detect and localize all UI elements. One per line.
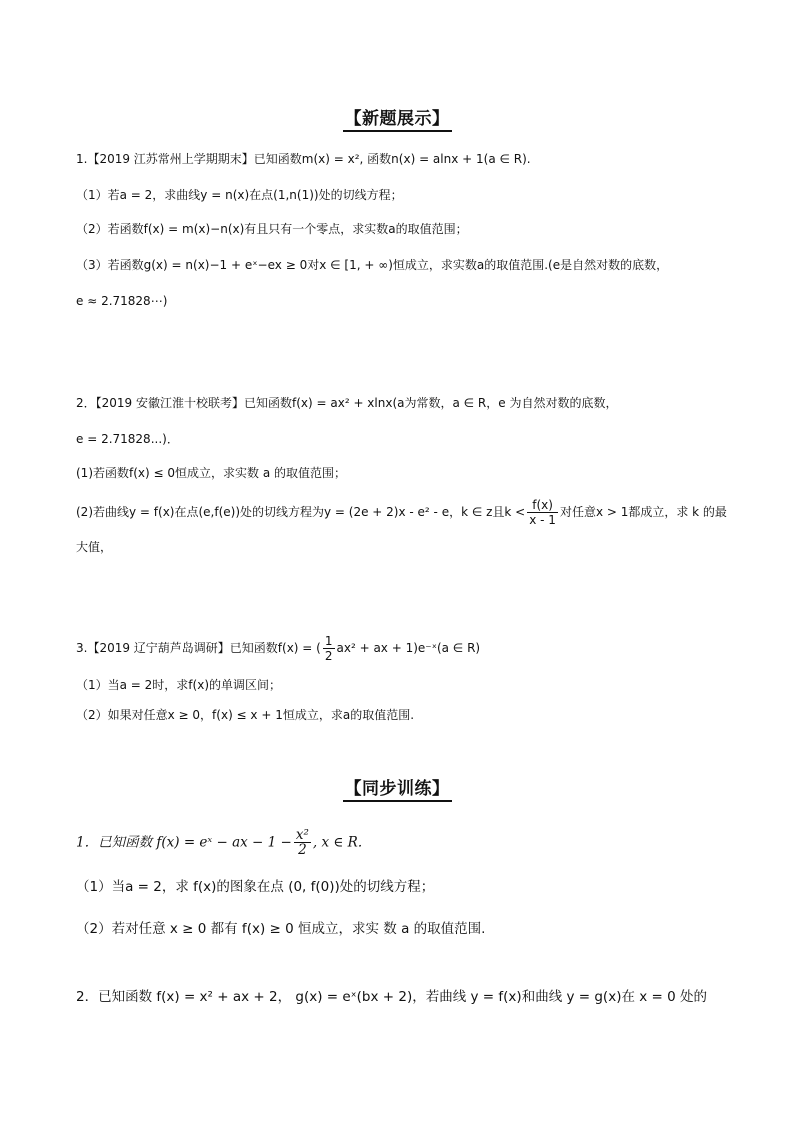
s2-line-1: 2．已知函数 f(x) = x² + ax + 2， g(x) = eˣ(bx + 2)，若曲线 y = f(x)和曲线 y = g(x)在 x = 0 处的 <box>76 989 708 1005</box>
q2-line-1: 2．【2019 安徽江淮十校联考】已知函数f(x) = ax² + xlnx(a为常数，a ∈ R，e 为自然对数的底数， <box>76 396 618 410</box>
q2-line-2: e = 2.71828...)． <box>76 432 179 446</box>
s1-fraction <box>294 828 311 857</box>
q1-line-5: e ≈ 2.71828⋯) <box>76 294 168 308</box>
s1-fraction-numerator: x² <box>295 827 309 843</box>
q1-line-4: （3）若函数g(x) = n(x)−1 + eˣ−ex ≥ 0对x ∈ [1, + ∞)恒成立，求实数a的取值范围.(e是自然对数的底数， <box>76 258 669 272</box>
q1-line-1: 1.【2019 江苏常州上学期期末】已知函数m(x) = x², 函数n(x) = alnx + 1(a ∈ R). <box>76 152 531 166</box>
q2-fraction-numerator: f(x) <box>527 498 558 513</box>
section-heading-new-problems: 【新题展示】 <box>0 104 794 129</box>
q2-line-4-part-b: 对任意x > 1都成立，求 k 的最 <box>559 505 727 519</box>
q3-line-2: （1）当a = 2时，求f(x)的单调区间； <box>76 678 281 692</box>
s1-fraction-denominator: 2 <box>298 842 307 858</box>
q3-line-1-part-a: 3.【2019 辽宁葫芦岛调研】已知函数f(x) = ( <box>76 641 321 655</box>
q3-line-3: （2）如果对任意x ≥ 0，f(x) ≤ x + 1恒成立，求a的取值范围. <box>76 708 415 722</box>
q2-line-4 <box>76 498 734 527</box>
s1-line-1-part-b: , x ∈ R． <box>312 834 372 851</box>
q1-line-2: （1）若a = 2，求曲线y = n(x)在点(1,n(1))处的切线方程； <box>76 188 403 202</box>
q2-fraction <box>527 498 558 527</box>
q3-fraction-denominator: 2 <box>324 649 333 663</box>
q3-fraction <box>323 634 335 663</box>
q3-line-1 <box>76 634 734 663</box>
q1-line-3: （2）若函数f(x) = m(x)−n(x)有且只有一个零点，求实数a的取值范围； <box>76 222 468 236</box>
s1-line-3: （2）若对任意 x ≥ 0 都有 f(x) ≥ 0 恒成立，求实 数 a 的取值范围. <box>76 921 486 937</box>
q2-line-5: 大值， <box>76 540 113 554</box>
q2-line-4-part-a: (2)若曲线y = f(x)在点(e,f(e))处的切线方程为y = (2e + 2)x - e² - e，k ∈ z且k < <box>76 505 526 519</box>
q2-fraction-denominator: x - 1 <box>529 513 556 527</box>
s1-line-1 <box>76 828 734 857</box>
section-heading-sync-training: 【同步训练】 <box>0 774 794 799</box>
q2-line-3: (1)若函数f(x) ≤ 0恒成立，求实数 a 的取值范围； <box>76 466 346 480</box>
s1-line-2: （1）当a = 2，求 f(x)的图象在点 (0, f(0))处的切线方程； <box>76 879 435 895</box>
q3-line-1-part-b: ax² + ax + 1)e⁻ˣ(a ∈ R) <box>336 641 481 655</box>
s1-line-1-part-a: 1．已知函数 f(x) = eˣ − ax − 1 − <box>76 834 292 851</box>
q3-fraction-numerator: 1 <box>324 634 333 648</box>
